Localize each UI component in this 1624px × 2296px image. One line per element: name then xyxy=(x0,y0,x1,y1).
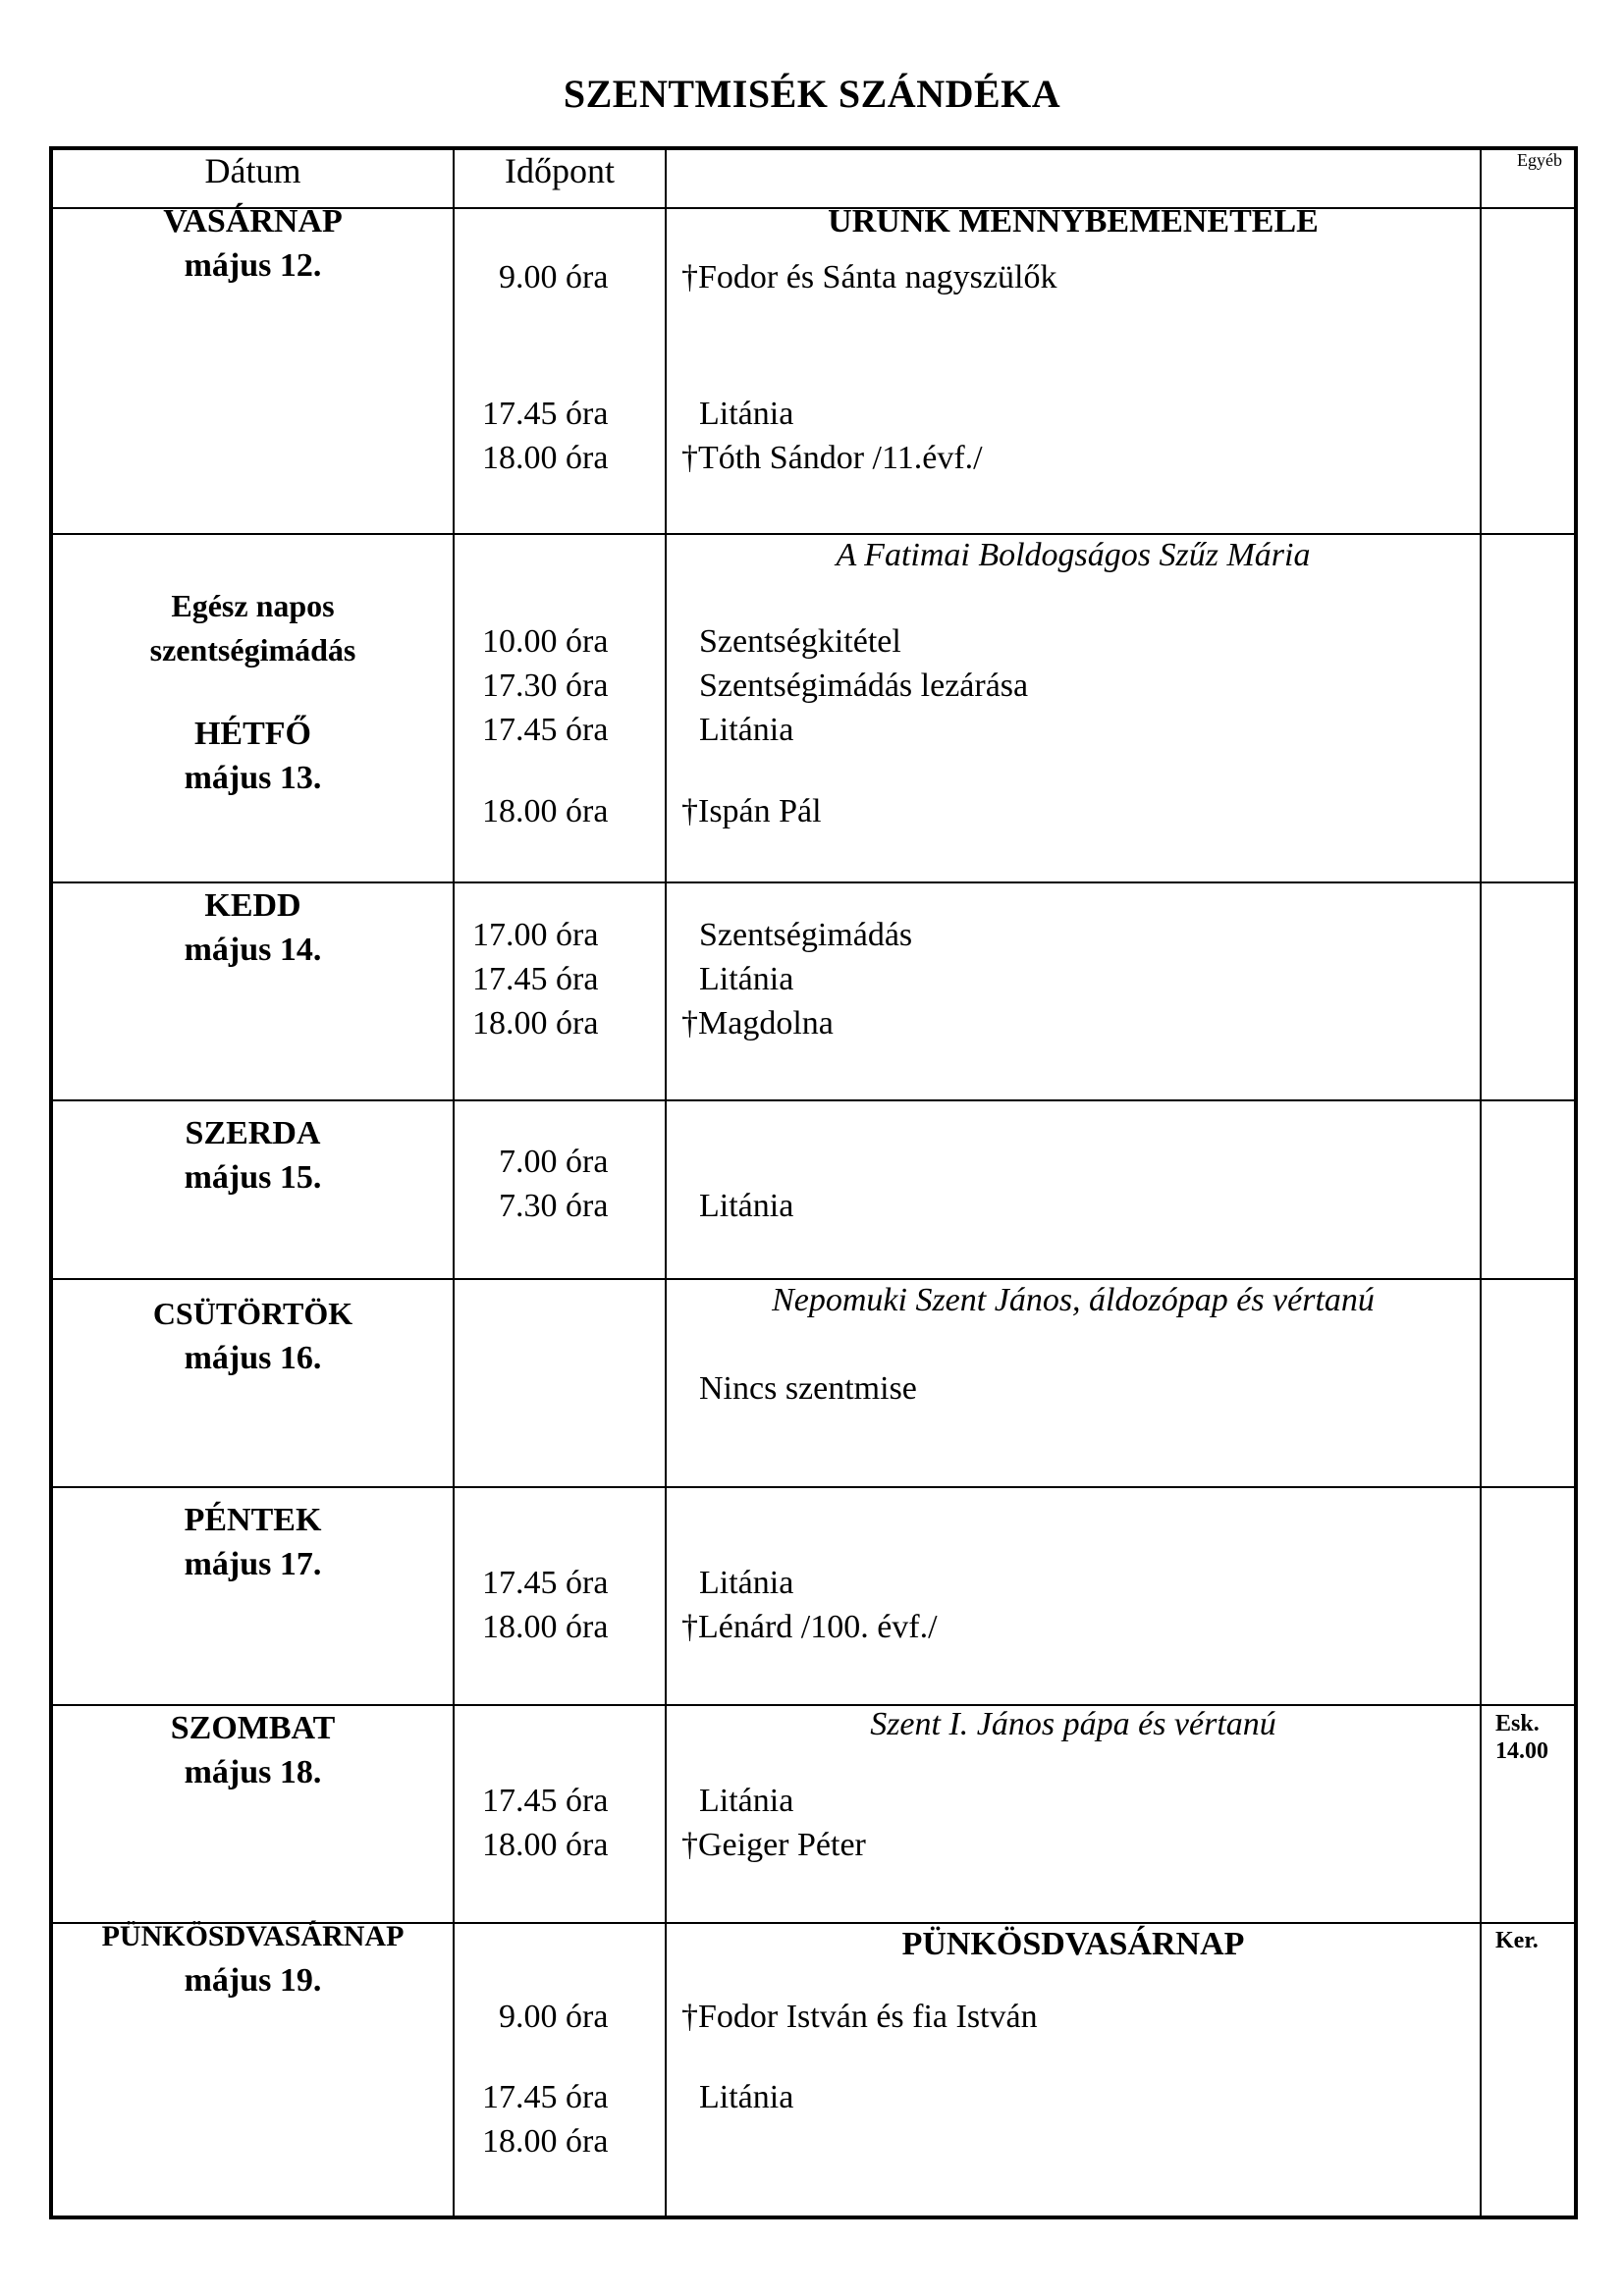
time-cell xyxy=(454,1923,666,2217)
feast-title: PÜNKÖSDVASÁRNAP xyxy=(901,1926,1245,1962)
intent-item: Litánia xyxy=(699,1188,794,1224)
time: 18.00 óra xyxy=(482,1827,609,1863)
other-cell xyxy=(1481,1279,1576,1487)
table-row xyxy=(51,882,1576,1100)
intent-item: †Ispán Pál xyxy=(681,793,822,829)
intent-cell xyxy=(666,1705,1481,1923)
intent-item: †Fodor és Sánta nagyszülők xyxy=(681,259,1057,295)
time: 7.00 óra xyxy=(499,1144,609,1180)
day-name: SZERDA xyxy=(185,1115,321,1151)
header-other: Egyéb xyxy=(1481,148,1576,208)
feast-title: Nepomuki Szent János, áldozópap és vértanú xyxy=(772,1282,1375,1318)
day-name: VASÁRNAP xyxy=(163,203,343,240)
other-cell xyxy=(1481,882,1576,1100)
time-cell xyxy=(454,1705,666,1923)
day-date: május 18. xyxy=(184,1754,322,1790)
time: 17.45 óra xyxy=(482,396,609,432)
intent-cell xyxy=(666,1487,1481,1705)
table-row xyxy=(51,534,1576,882)
day-date: május 19. xyxy=(184,1962,322,1999)
time-cell xyxy=(454,882,666,1100)
other-cell xyxy=(1481,1487,1576,1705)
time: 17.45 óra xyxy=(472,961,599,997)
header-intent xyxy=(666,148,1481,208)
other-note-line: 14.00 xyxy=(1495,1738,1548,1764)
time: 18.00 óra xyxy=(482,1609,609,1645)
date-cell xyxy=(51,1100,454,1279)
time: 17.45 óra xyxy=(482,712,609,748)
intent-item: †Magdolna xyxy=(681,1005,834,1041)
time: 18.00 óra xyxy=(482,793,609,829)
intent-item: Nincs szentmise xyxy=(699,1370,917,1407)
intent-item: Szentségimádás lezárása xyxy=(699,667,1029,704)
date-cell xyxy=(51,882,454,1100)
other-cell xyxy=(1481,1923,1576,2217)
time: 18.00 óra xyxy=(482,440,609,476)
day-date: május 17. xyxy=(184,1546,322,1582)
intent-cell xyxy=(666,1923,1481,2217)
other-note-line: Esk. xyxy=(1495,1711,1540,1736)
day-name: KEDD xyxy=(204,887,301,924)
day-name: PÉNTEK xyxy=(184,1502,322,1538)
date-cell xyxy=(51,1920,454,2217)
intent-cell xyxy=(666,882,1481,1100)
day-date: május 14. xyxy=(184,932,322,968)
other-cell xyxy=(1481,208,1576,534)
time-cell xyxy=(454,1279,666,1487)
intent-item: Litánia xyxy=(699,961,794,997)
feast-title: A Fatimai Boldogságos Szűz Mária xyxy=(836,537,1311,573)
header-time: Időpont xyxy=(454,148,666,208)
day-date: május 15. xyxy=(184,1159,322,1196)
intent-cell xyxy=(666,534,1481,882)
intent-item: Szentségimádás xyxy=(699,917,913,953)
time: 17.45 óra xyxy=(482,2079,609,2115)
other-cell xyxy=(1481,1705,1576,1923)
intent-cell xyxy=(666,1100,1481,1279)
day-date: május 12. xyxy=(184,247,322,284)
table-row xyxy=(51,1705,1576,1923)
intent-item: †Tóth Sándor /11.évf./ xyxy=(681,440,983,476)
time: 18.00 óra xyxy=(472,1005,599,1041)
date-cell xyxy=(51,1705,454,1923)
time: 17.45 óra xyxy=(482,1783,609,1819)
table-row xyxy=(51,208,1576,534)
intent-item: Litánia xyxy=(699,712,794,748)
table-row xyxy=(51,1100,1576,1279)
day-date: május 16. xyxy=(184,1340,322,1376)
day-name: HÉTFŐ xyxy=(193,716,312,752)
time: 17.45 óra xyxy=(482,1565,609,1601)
page-title: SZENTMISÉK SZÁNDÉKA xyxy=(563,72,1061,116)
mass-schedule-table xyxy=(49,146,1578,2219)
feast-title: Szent I. János pápa és vértanú xyxy=(870,1706,1276,1742)
day-name: PÜNKÖSDVASÁRNAP xyxy=(101,1920,405,1952)
intent-item: Litánia xyxy=(699,1565,794,1601)
date-cell xyxy=(51,1279,454,1487)
intent-item: Litánia xyxy=(699,1783,794,1819)
intent-item: †Geiger Péter xyxy=(681,1827,866,1863)
day-name: SZOMBAT xyxy=(170,1710,336,1746)
other-note xyxy=(1495,1710,1548,1765)
time: 9.00 óra xyxy=(499,259,609,295)
day-date: május 13. xyxy=(184,760,322,796)
time-cell xyxy=(454,534,666,882)
intent-item: Szentségkitétel xyxy=(699,623,901,660)
time-cell xyxy=(454,1487,666,1705)
table-row xyxy=(51,1279,1576,1487)
header-date: Dátum xyxy=(51,148,454,208)
date-cell xyxy=(51,1487,454,1705)
table-row xyxy=(51,1923,1576,2217)
time: 10.00 óra xyxy=(482,623,609,660)
time: 17.00 óra xyxy=(472,917,599,953)
other-note: Ker. xyxy=(1495,1928,1539,1953)
other-cell xyxy=(1481,1100,1576,1279)
feast-title: URUNK MENNYBEMENETELE xyxy=(828,203,1319,240)
intent-item: Litánia xyxy=(699,2079,794,2115)
date-cell xyxy=(51,534,454,882)
time: 17.30 óra xyxy=(482,667,609,704)
intent-cell xyxy=(666,1279,1481,1487)
day-note: szentségimádás xyxy=(149,632,356,667)
date-cell xyxy=(51,203,454,534)
time-cell xyxy=(454,208,666,534)
table-row xyxy=(51,1487,1576,1705)
time-cell xyxy=(454,1100,666,1279)
day-note: Egész napos xyxy=(171,588,335,623)
other-cell xyxy=(1481,534,1576,882)
time: 7.30 óra xyxy=(499,1188,609,1224)
intent-item: †Lénárd /100. évf./ xyxy=(681,1609,938,1645)
time: 9.00 óra xyxy=(499,1999,609,2035)
intent-item: †Fodor István és fia István xyxy=(681,1999,1038,2035)
time: 18.00 óra xyxy=(482,2123,609,2160)
intent-item: Litánia xyxy=(699,396,794,432)
day-name: CSÜTÖRTÖK xyxy=(152,1296,353,1331)
intent-cell xyxy=(666,203,1481,534)
